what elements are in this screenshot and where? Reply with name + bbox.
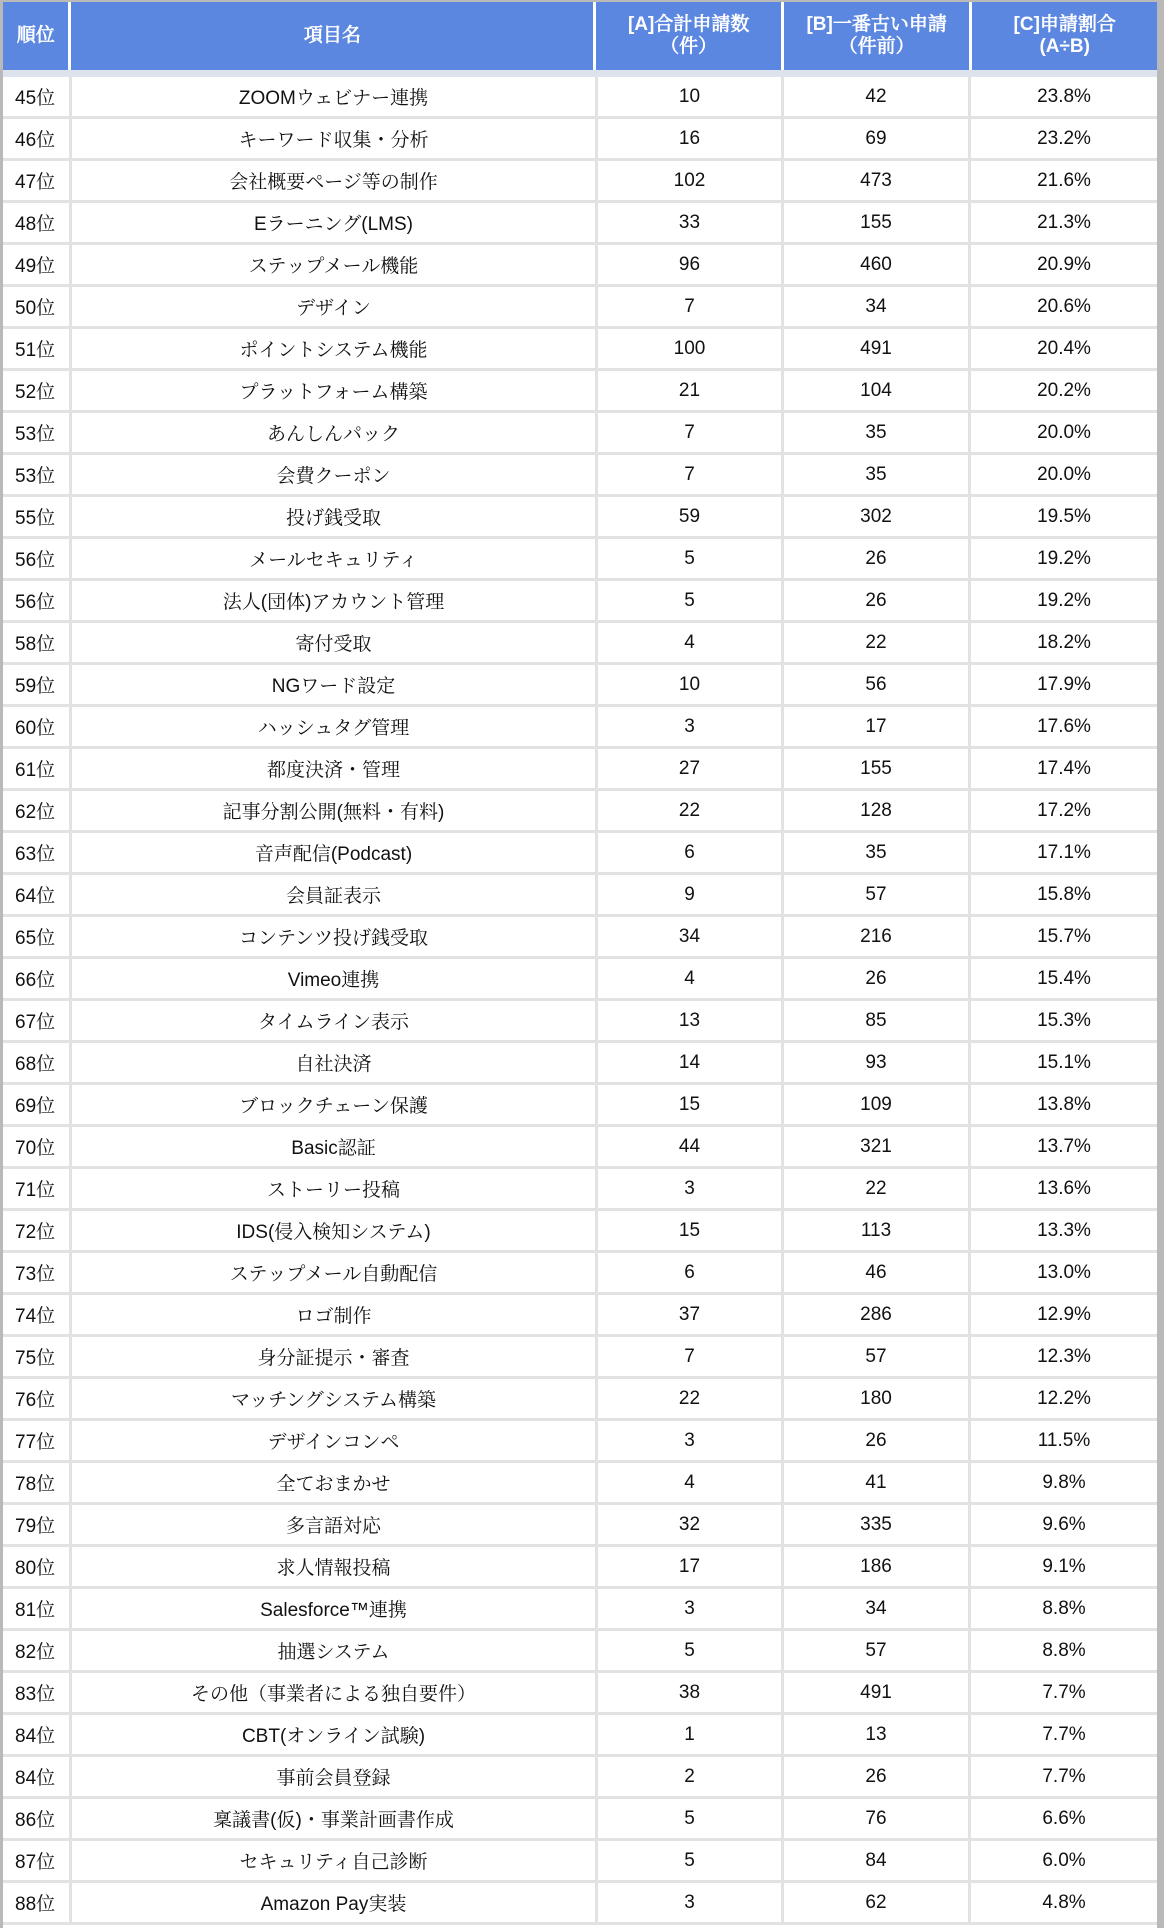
ratio-cell[interactable]: 13.6% (1037, 1177, 1091, 1199)
rank-cell[interactable]: 56位 (3, 581, 72, 620)
oldest-request-cell[interactable]: 335 (784, 1505, 971, 1544)
oldest-request-cell[interactable]: 57 (784, 1631, 971, 1670)
total-requests-cell[interactable]: 33 (598, 203, 784, 242)
item-name-cell[interactable]: コンテンツ投げ銭受取 (72, 917, 598, 956)
ratio-cell[interactable]: 9.8% (1042, 1471, 1086, 1493)
rank-cell[interactable]: 59位 (3, 665, 72, 704)
ratio-cell[interactable]: 7.7% (1042, 1681, 1086, 1703)
rank-cell[interactable]: 55位 (3, 497, 72, 536)
item-name-cell[interactable]: 求人情報投稿 (72, 1547, 598, 1586)
ratio-cell[interactable]: 12.2% (1037, 1387, 1091, 1409)
item-name-cell[interactable]: ステップメール自動配信 (72, 1253, 598, 1292)
ratio-cell[interactable]: 13.7% (1037, 1135, 1091, 1157)
rank-cell[interactable]: 87位 (3, 1841, 72, 1880)
rank-cell[interactable]: 77位 (3, 1421, 72, 1460)
item-name-cell[interactable]: ロゴ制作 (72, 1295, 598, 1334)
table-row (3, 707, 1157, 749)
rank-cell[interactable]: 84位 (3, 1715, 72, 1754)
ratio-cell[interactable]: 17.9% (1037, 673, 1091, 695)
total-requests-cell[interactable]: 15 (598, 1211, 784, 1250)
total-requests-cell[interactable]: 16 (598, 119, 784, 158)
item-name-cell[interactable]: 事前会員登録 (72, 1757, 598, 1796)
total-requests-cell[interactable]: 7 (598, 413, 784, 452)
oldest-request-cell[interactable]: 460 (784, 245, 971, 284)
rank-cell[interactable]: 45位 (3, 77, 72, 116)
table-row (3, 329, 1157, 371)
oldest-request-cell[interactable]: 180 (784, 1379, 971, 1418)
total-requests-cell[interactable]: 1 (598, 1715, 784, 1754)
ratio-cell[interactable]: 6.6% (1042, 1807, 1086, 1829)
table-row (3, 161, 1157, 203)
ratio-cell[interactable]: 19.2% (1037, 589, 1091, 611)
total-requests-cell[interactable]: 27 (598, 749, 784, 788)
table-row (3, 1379, 1157, 1421)
rank-cell[interactable]: 47位 (3, 161, 72, 200)
total-requests-cell[interactable]: 3 (598, 1421, 784, 1460)
rank-cell[interactable]: 73位 (3, 1253, 72, 1292)
table-row (3, 245, 1157, 287)
oldest-request-cell[interactable]: 35 (784, 833, 971, 872)
header-item-name[interactable] (71, 2, 593, 70)
oldest-request-cell[interactable]: 22 (784, 1169, 971, 1208)
item-name-cell[interactable]: デザインコンペ (72, 1421, 598, 1460)
table-row (3, 1799, 1157, 1841)
rank-cell[interactable]: 48位 (3, 203, 72, 242)
rank-cell[interactable]: 70位 (3, 1127, 72, 1166)
total-requests-cell[interactable]: 44 (598, 1127, 784, 1166)
ratio-cell[interactable]: 19.2% (1037, 547, 1091, 569)
rank-cell[interactable]: 84位 (3, 1757, 72, 1796)
total-requests-cell[interactable]: 4 (598, 623, 784, 662)
item-name-cell[interactable]: 自社決済 (72, 1043, 598, 1082)
rank-cell[interactable]: 62位 (3, 791, 72, 830)
total-requests-cell[interactable]: 10 (598, 665, 784, 704)
header-label: [B]一番古い申請 (806, 14, 947, 35)
table-row (3, 77, 1157, 119)
rank-cell[interactable]: 64位 (3, 875, 72, 914)
rank-cell[interactable]: 58位 (3, 623, 72, 662)
oldest-request-cell[interactable]: 321 (784, 1127, 971, 1166)
table-row (3, 1883, 1157, 1925)
oldest-request-cell[interactable]: 113 (784, 1211, 971, 1250)
total-requests-cell[interactable]: 32 (598, 1505, 784, 1544)
table-row (3, 413, 1157, 455)
item-name-cell[interactable]: 寄付受取 (72, 623, 598, 662)
ratio-cell[interactable]: 15.3% (1037, 1009, 1091, 1031)
item-name-cell[interactable]: IDS(侵入検知システム) (72, 1211, 598, 1250)
oldest-request-cell[interactable]: 35 (784, 413, 971, 452)
total-requests-cell[interactable]: 14 (598, 1043, 784, 1082)
oldest-request-cell[interactable]: 26 (784, 1421, 971, 1460)
rank-cell[interactable]: 67位 (3, 1001, 72, 1040)
table-row (3, 623, 1157, 665)
item-name-cell[interactable]: 投げ銭受取 (72, 497, 598, 536)
item-name-cell[interactable]: ZOOMウェビナー連携 (72, 77, 598, 116)
item-name-cell[interactable]: ブロックチェーン保護 (72, 1085, 598, 1124)
oldest-request-cell[interactable]: 34 (784, 1589, 971, 1628)
total-requests-cell[interactable]: 6 (598, 833, 784, 872)
item-name-cell[interactable]: 記事分割公開(無料・有料) (72, 791, 598, 830)
table-row (3, 833, 1157, 875)
total-requests-cell[interactable]: 4 (598, 1463, 784, 1502)
oldest-request-cell[interactable]: 473 (784, 161, 971, 200)
rank-cell[interactable]: 81位 (3, 1589, 72, 1628)
table-row (3, 287, 1157, 329)
item-name-cell[interactable]: ハッシュタグ管理 (72, 707, 598, 746)
oldest-request-cell[interactable]: 109 (784, 1085, 971, 1124)
ratio-cell[interactable]: 20.0% (1037, 421, 1091, 443)
item-name-cell[interactable]: 会費クーポン (72, 455, 598, 494)
header-sublabel: （件前） (838, 36, 915, 57)
total-requests-cell[interactable]: 13 (598, 1001, 784, 1040)
item-name-cell[interactable]: 音声配信(Podcast) (72, 833, 598, 872)
oldest-request-cell[interactable]: 26 (784, 581, 971, 620)
oldest-request-cell[interactable]: 13 (784, 1715, 971, 1754)
ratio-cell[interactable]: 15.7% (1037, 925, 1091, 947)
table-row (3, 1421, 1157, 1463)
table-row (3, 1673, 1157, 1715)
ratio-cell[interactable]: 12.9% (1037, 1303, 1091, 1325)
oldest-request-cell[interactable]: 186 (784, 1547, 971, 1586)
oldest-request-cell[interactable]: 286 (784, 1295, 971, 1334)
rank-cell[interactable]: 74位 (3, 1295, 72, 1334)
table-row (3, 1295, 1157, 1337)
table-row (3, 1631, 1157, 1673)
item-name-cell[interactable]: プラットフォーム構築 (72, 371, 598, 410)
total-requests-cell[interactable]: 3 (598, 1169, 784, 1208)
total-requests-cell[interactable]: 3 (598, 1883, 784, 1922)
ratio-cell[interactable]: 11.5% (1037, 1429, 1091, 1451)
ratio-cell[interactable]: 17.1% (1037, 841, 1091, 863)
oldest-request-cell[interactable]: 302 (784, 497, 971, 536)
total-requests-cell[interactable]: 7 (598, 287, 784, 326)
item-name-cell[interactable]: ストーリー投稿 (72, 1169, 598, 1208)
table-row (3, 1253, 1157, 1295)
rank-cell[interactable]: 49位 (3, 245, 72, 284)
oldest-request-cell[interactable]: 56 (784, 665, 971, 704)
item-name-cell[interactable]: Basic認証 (72, 1127, 598, 1166)
table-row (3, 1043, 1157, 1085)
rank-cell[interactable]: 79位 (3, 1505, 72, 1544)
rank-cell[interactable]: 83位 (3, 1673, 72, 1712)
ratio-cell[interactable]: 18.2% (1037, 631, 1091, 653)
rank-cell[interactable]: 66位 (3, 959, 72, 998)
total-requests-cell[interactable]: 10 (598, 77, 784, 116)
rank-cell[interactable]: 80位 (3, 1547, 72, 1586)
oldest-request-cell[interactable]: 22 (784, 623, 971, 662)
rank-cell[interactable]: 71位 (3, 1169, 72, 1208)
total-requests-cell[interactable]: 21 (598, 371, 784, 410)
rank-cell[interactable]: 75位 (3, 1337, 72, 1376)
item-name-cell[interactable]: Vimeo連携 (72, 959, 598, 998)
oldest-request-cell[interactable]: 85 (784, 1001, 971, 1040)
header-rank[interactable] (3, 2, 68, 70)
ratio-cell[interactable]: 13.8% (1037, 1093, 1091, 1115)
oldest-request-cell[interactable]: 491 (784, 1673, 971, 1712)
item-name-cell[interactable]: 稟議書(仮)・事業計画書作成 (72, 1799, 598, 1838)
item-name-cell[interactable]: メールセキュリティ (72, 539, 598, 578)
table-row (3, 1589, 1157, 1631)
table-row (3, 1085, 1157, 1127)
oldest-request-cell[interactable]: 104 (784, 371, 971, 410)
item-name-cell[interactable]: キーワード収集・分析 (72, 119, 598, 158)
total-requests-cell[interactable]: 2 (598, 1757, 784, 1796)
ratio-cell[interactable]: 13.3% (1037, 1219, 1091, 1241)
table-row (3, 455, 1157, 497)
rank-cell[interactable]: 68位 (3, 1043, 72, 1082)
table-row (3, 1547, 1157, 1589)
item-name-cell[interactable]: 法人(団体)アカウント管理 (72, 581, 598, 620)
table-row (3, 581, 1157, 623)
rank-cell[interactable]: 69位 (3, 1085, 72, 1124)
total-requests-cell[interactable]: 102 (598, 161, 784, 200)
item-name-cell[interactable]: CBT(オンライン試験) (72, 1715, 598, 1754)
total-requests-cell[interactable]: 9 (598, 875, 784, 914)
header-request-ratio[interactable] (972, 2, 1157, 70)
rank-cell[interactable]: 82位 (3, 1631, 72, 1670)
rank-cell[interactable]: 53位 (3, 413, 72, 452)
ratio-cell[interactable]: 21.6% (1037, 169, 1091, 191)
ratio-cell[interactable]: 17.6% (1037, 715, 1091, 737)
rank-cell[interactable]: 51位 (3, 329, 72, 368)
ratio-cell[interactable]: 15.1% (1037, 1051, 1091, 1073)
total-requests-cell[interactable]: 96 (598, 245, 784, 284)
table-row (3, 1001, 1157, 1043)
item-name-cell[interactable]: 身分証提示・審査 (72, 1337, 598, 1376)
ratio-cell[interactable]: 23.8% (1037, 85, 1091, 107)
header-label: 順位 (16, 25, 55, 46)
total-requests-cell[interactable]: 38 (598, 1673, 784, 1712)
total-requests-cell[interactable]: 17 (598, 1547, 784, 1586)
table-row (3, 371, 1157, 413)
table-row (3, 1841, 1157, 1883)
table-row (3, 917, 1157, 959)
ratio-cell[interactable]: 19.5% (1037, 505, 1091, 527)
ratio-cell[interactable]: 20.6% (1037, 295, 1091, 317)
table-row (3, 1211, 1157, 1253)
ratio-cell[interactable]: 12.3% (1037, 1345, 1091, 1367)
item-name-cell[interactable]: 抽選システム (72, 1631, 598, 1670)
header-label: 項目名 (303, 25, 361, 46)
item-name-cell[interactable]: 会社概要ページ等の制作 (72, 161, 598, 200)
table-row (3, 203, 1157, 245)
total-requests-cell[interactable]: 5 (598, 1799, 784, 1838)
oldest-request-cell[interactable]: 155 (784, 749, 971, 788)
oldest-request-cell[interactable]: 41 (784, 1463, 971, 1502)
table-row (3, 749, 1157, 791)
item-name-cell[interactable]: 多言語対応 (72, 1505, 598, 1544)
rank-cell[interactable]: 72位 (3, 1211, 72, 1250)
ratio-cell[interactable]: 23.2% (1037, 127, 1091, 149)
total-requests-cell[interactable]: 37 (598, 1295, 784, 1334)
table-row (3, 539, 1157, 581)
oldest-request-cell[interactable]: 84 (784, 1841, 971, 1880)
item-name-cell[interactable]: ポイントシステム機能 (72, 329, 598, 368)
ratio-cell[interactable]: 9.1% (1042, 1555, 1086, 1577)
oldest-request-cell[interactable]: 62 (784, 1883, 971, 1922)
ratio-cell[interactable]: 20.9% (1037, 253, 1091, 275)
oldest-request-cell[interactable]: 155 (784, 203, 971, 242)
header-label: [A]合計申請数 (627, 14, 750, 35)
ratio-cell[interactable]: 15.4% (1037, 967, 1091, 989)
item-name-cell[interactable]: Eラーニング(LMS) (72, 203, 598, 242)
ratio-cell[interactable]: 7.7% (1042, 1723, 1086, 1745)
ratio-cell[interactable]: 13.0% (1037, 1261, 1091, 1283)
oldest-request-cell[interactable]: 26 (784, 1757, 971, 1796)
total-requests-cell[interactable]: 100 (598, 329, 784, 368)
table-row (3, 119, 1157, 161)
oldest-request-cell[interactable]: 57 (784, 875, 971, 914)
table-row (3, 1505, 1157, 1547)
table-row (3, 1337, 1157, 1379)
item-name-cell[interactable]: あんしんパック (72, 413, 598, 452)
oldest-request-cell[interactable]: 93 (784, 1043, 971, 1082)
item-name-cell[interactable]: タイムライン表示 (72, 1001, 598, 1040)
rank-cell[interactable]: 50位 (3, 287, 72, 326)
ratio-cell[interactable]: 17.4% (1037, 757, 1091, 779)
oldest-request-cell[interactable]: 34 (784, 287, 971, 326)
total-requests-cell[interactable]: 5 (598, 1631, 784, 1670)
ratio-cell[interactable]: 20.0% (1037, 463, 1091, 485)
ratio-cell[interactable]: 15.8% (1037, 883, 1091, 905)
total-requests-cell[interactable]: 4 (598, 959, 784, 998)
oldest-request-cell[interactable]: 17 (784, 707, 971, 746)
rank-cell[interactable]: 53位 (3, 455, 72, 494)
ratio-cell[interactable]: 8.8% (1042, 1597, 1086, 1619)
ratio-cell[interactable]: 8.8% (1042, 1639, 1086, 1661)
total-requests-cell[interactable]: 34 (598, 917, 784, 956)
ratio-cell[interactable]: 4.8% (1042, 1891, 1086, 1913)
ratio-cell[interactable]: 20.2% (1037, 379, 1091, 401)
item-name-cell[interactable]: Salesforce™連携 (72, 1589, 598, 1628)
total-requests-cell[interactable]: 5 (598, 1841, 784, 1880)
spreadsheet (3, 2, 1157, 1928)
header-total-requests[interactable] (596, 2, 781, 70)
rank-cell[interactable]: 78位 (3, 1463, 72, 1502)
ratio-cell[interactable]: 7.7% (1042, 1765, 1086, 1787)
header-label: [C]申請割合 (1013, 14, 1116, 35)
total-requests-cell[interactable]: 3 (598, 707, 784, 746)
item-name-cell[interactable]: セキュリティ自己診断 (72, 1841, 598, 1880)
header-divider (3, 70, 1157, 77)
header-oldest-request[interactable] (784, 2, 970, 70)
item-name-cell[interactable]: 都度決済・管理 (72, 749, 598, 788)
oldest-request-cell[interactable]: 216 (784, 917, 971, 956)
oldest-request-cell[interactable]: 57 (784, 1337, 971, 1376)
total-requests-cell[interactable]: 22 (598, 791, 784, 830)
oldest-request-cell[interactable]: 26 (784, 539, 971, 578)
total-requests-cell[interactable]: 5 (598, 539, 784, 578)
table-row (3, 1463, 1157, 1505)
oldest-request-cell[interactable]: 35 (784, 455, 971, 494)
ratio-cell[interactable]: 6.0% (1042, 1849, 1086, 1871)
oldest-request-cell[interactable]: 26 (784, 959, 971, 998)
header-sublabel: （件） (660, 36, 718, 57)
rank-cell[interactable]: 76位 (3, 1379, 72, 1418)
oldest-request-cell[interactable]: 46 (784, 1253, 971, 1292)
oldest-request-cell[interactable]: 128 (784, 791, 971, 830)
table-row (3, 497, 1157, 539)
total-requests-cell[interactable]: 7 (598, 1337, 784, 1376)
item-name-cell[interactable]: その他（事業者による独自要件） (72, 1673, 598, 1712)
oldest-request-cell[interactable]: 69 (784, 119, 971, 158)
total-requests-cell[interactable]: 3 (598, 1589, 784, 1628)
total-requests-cell[interactable]: 7 (598, 455, 784, 494)
table-row (3, 875, 1157, 917)
table-row (3, 959, 1157, 1001)
table-row (3, 791, 1157, 833)
item-name-cell[interactable]: NGワード設定 (72, 665, 598, 704)
ratio-cell[interactable]: 17.2% (1037, 799, 1091, 821)
rank-cell[interactable]: 86位 (3, 1799, 72, 1838)
ratio-cell[interactable]: 9.6% (1042, 1513, 1086, 1535)
rank-cell[interactable]: 52位 (3, 371, 72, 410)
rank-cell[interactable]: 63位 (3, 833, 72, 872)
table-header (3, 2, 1157, 70)
total-requests-cell[interactable]: 59 (598, 497, 784, 536)
item-name-cell[interactable]: 会員証表示 (72, 875, 598, 914)
item-name-cell[interactable]: ステップメール機能 (72, 245, 598, 284)
oldest-request-cell[interactable]: 491 (784, 329, 971, 368)
item-name-cell[interactable]: Amazon Pay実装 (72, 1883, 598, 1922)
oldest-request-cell[interactable]: 42 (784, 77, 971, 116)
table-row (3, 1169, 1157, 1211)
ratio-cell[interactable]: 20.4% (1037, 337, 1091, 359)
rank-cell[interactable]: 88位 (3, 1883, 72, 1922)
table-row (3, 1757, 1157, 1799)
item-name-cell[interactable]: マッチングシステム構築 (72, 1379, 598, 1418)
rank-cell[interactable]: 65位 (3, 917, 72, 956)
oldest-request-cell[interactable]: 76 (784, 1799, 971, 1838)
header-sublabel: (A÷B) (1039, 36, 1090, 57)
table-row (3, 1715, 1157, 1757)
rank-cell[interactable]: 61位 (3, 749, 72, 788)
item-name-cell[interactable]: デザイン (72, 287, 598, 326)
total-requests-cell[interactable]: 22 (598, 1379, 784, 1418)
total-requests-cell[interactable]: 5 (598, 581, 784, 620)
ratio-cell[interactable]: 21.3% (1037, 211, 1091, 233)
total-requests-cell[interactable]: 6 (598, 1253, 784, 1292)
item-name-cell[interactable]: 全ておまかせ (72, 1463, 598, 1502)
table-row (3, 665, 1157, 707)
rank-cell[interactable]: 56位 (3, 539, 72, 578)
total-requests-cell[interactable]: 15 (598, 1085, 784, 1124)
rank-cell[interactable]: 46位 (3, 119, 72, 158)
rank-cell[interactable]: 60位 (3, 707, 72, 746)
table-body (3, 77, 1157, 1925)
table-row (3, 1127, 1157, 1169)
